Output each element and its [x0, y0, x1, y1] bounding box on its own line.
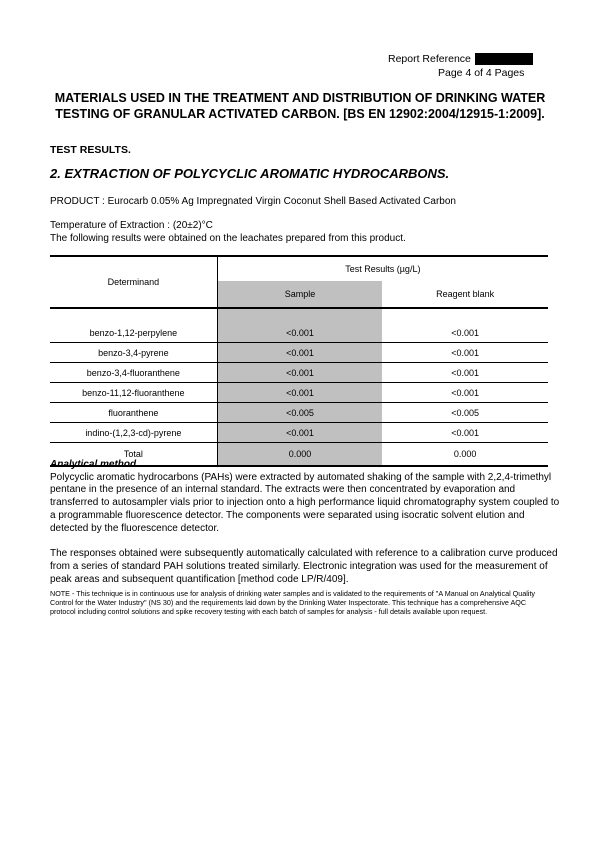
determinand-header: Determinand — [50, 256, 217, 308]
blank-cell: <0.001 — [382, 323, 548, 343]
test-results-heading: TEST RESULTS. — [50, 144, 131, 156]
blank-cell: <0.001 — [382, 383, 548, 403]
section-title: 2. EXTRACTION OF POLYCYCLIC AROMATIC HYDROCARBONS. — [50, 166, 450, 181]
sample-header: Sample — [217, 281, 382, 308]
table-row — [50, 323, 548, 343]
total-sample-cell: 0.000 — [217, 443, 382, 467]
method-note: NOTE - This technique is in continuous use for analysis of drinking water samples and is validated to the requirements of "A Manual on Analytical Quality Control for the Water Industry" (NS 30) and the requirements laid down by the Drinking Water Inspectorate. This technique has a comprehensive AQC protocol including control solutions and spike recovery testing with each batch of samples for analysis - full details available upon request. — [50, 589, 536, 617]
determinand-cell: indino-(1,2,3-cd)-pyrene — [50, 423, 217, 443]
leachate-note: The following results were obtained on the leachates prepared from this product. — [50, 233, 406, 244]
table-row — [50, 403, 548, 423]
sample-cell: <0.001 — [217, 383, 382, 403]
results-table — [50, 255, 548, 467]
table-row — [50, 423, 548, 443]
blank-cell: <0.001 — [382, 343, 548, 363]
report-reference-block — [388, 52, 548, 80]
extraction-conditions — [50, 219, 406, 245]
analytical-method-section — [50, 459, 560, 586]
product-line: PRODUCT : Eurocarb 0.05% Ag Impregnated Virgin Coconut Shell Based Activated Carbon — [50, 196, 456, 207]
page-info: Page 4 of 4 Pages — [438, 67, 525, 79]
calibration-paragraph: The responses obtained were subsequently automatically calculated with reference to a calibration curve produced from a series of standard PAH solutions treated similarly. Electronic integration was used for the measurement of peak areas and subsequent quantification [method code LP/R/409]. — [50, 548, 558, 585]
determinand-cell: benzo-3,4-pyrene — [50, 343, 217, 363]
determinand-cell: benzo-1,12-perpylene — [50, 323, 217, 343]
test-results-group-header: Test Results (µg/L) — [217, 256, 548, 281]
total-label: Total — [50, 443, 217, 467]
sample-cell: <0.005 — [217, 403, 382, 423]
blank-cell: <0.001 — [382, 423, 548, 443]
sample-cell: <0.001 — [217, 363, 382, 383]
table-row — [50, 383, 548, 403]
sample-cell: <0.001 — [217, 343, 382, 363]
redacted-reference-number — [475, 53, 533, 65]
determinand-cell: benzo-11,12-fluoranthene — [50, 383, 217, 403]
table-row — [50, 343, 548, 363]
table-row — [50, 363, 548, 383]
determinand-cell: fluoranthene — [50, 403, 217, 423]
blank-cell: <0.005 — [382, 403, 548, 423]
document-title: MATERIALS USED IN THE TREATMENT AND DISTRIBUTION OF DRINKING WATER TESTING OF GRANULAR ACTIVATED CARBON. [BS EN 12902:2004/12915-1:2009]. — [54, 91, 546, 121]
report-reference-label: Report Reference — [388, 53, 471, 65]
analytical-method-paragraph: Polycyclic aromatic hydrocarbons (PAHs) were extracted by automated shaking of the sample with 2,2,4-trimethyl pentane in the presence of an internal standard. The extracts were then concentrated by evaporation and transferred to autosampler vials prior to injection onto a high performance liquid chromatography system coupled to a programmable fluorescence detector. The components were separated using isocratic solvent elution and detected by the fluorescence detector. — [50, 471, 560, 534]
blank-cell: <0.001 — [382, 363, 548, 383]
reagent-blank-header: Reagent blank — [436, 289, 495, 299]
sample-cell: <0.001 — [217, 323, 382, 343]
total-blank-cell: 0.000 — [382, 443, 548, 467]
temperature-line: Temperature of Extraction : (20±2)°C — [50, 220, 213, 231]
determinand-cell: benzo-3,4-fluoranthene — [50, 363, 217, 383]
sample-cell: <0.001 — [217, 423, 382, 443]
analytical-method-heading: Analytical method. — [50, 459, 139, 470]
